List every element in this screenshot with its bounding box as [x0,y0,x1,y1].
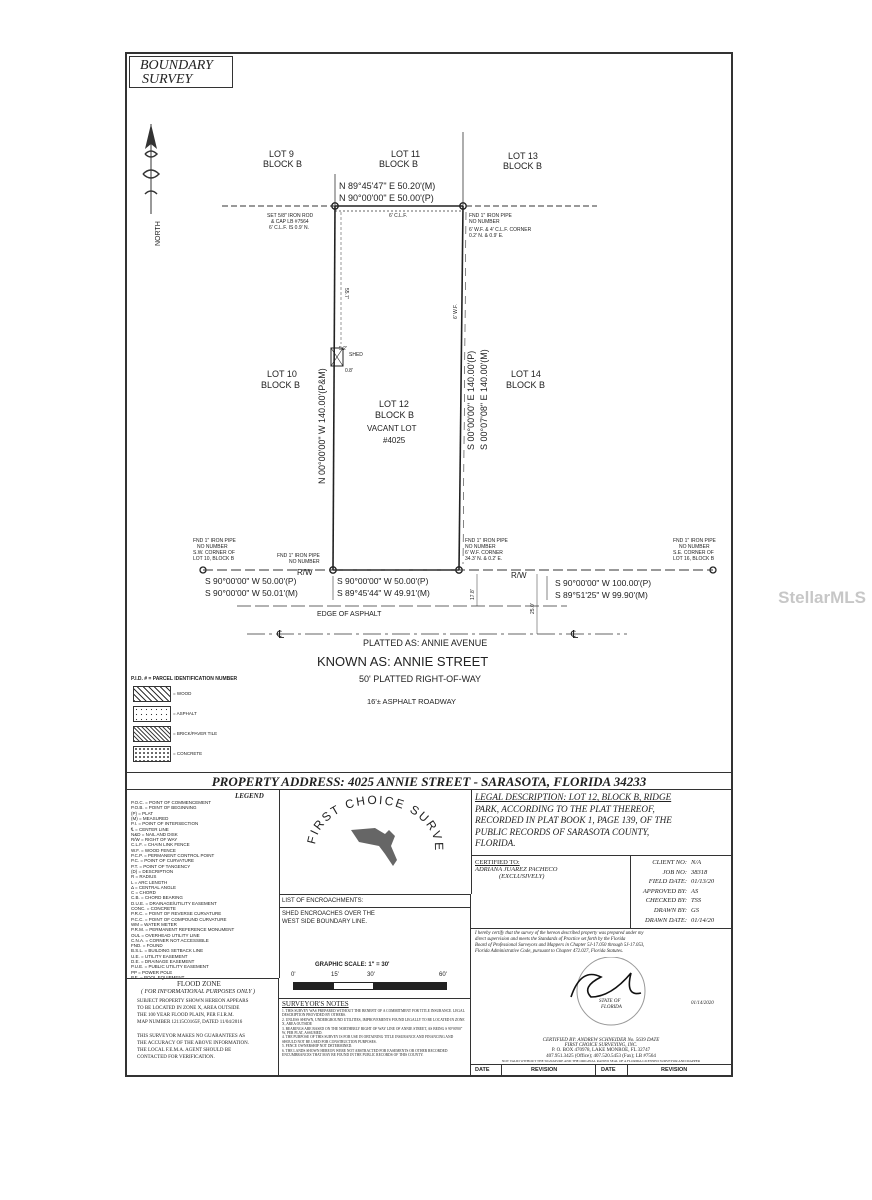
fnd-se2: NO NUMBER [465,544,496,550]
clf-label: 6' C.L.F. [389,213,408,219]
lot12-number: #4025 [383,436,406,445]
cb-line1: CERTIFIED BY: ANDREW SCHNEIDER No. 5639 DATE [542,1038,660,1043]
south-left-m: S 90°00'00" W 50.01'(M) [205,588,298,598]
job-info-value: 01/13/20 [691,878,715,886]
job-info-value: GS [691,907,699,914]
legend-row: PP = POWER POLE [131,969,173,975]
legend-row: L = ARC LENGTH [131,879,168,885]
abbrev-legend [127,790,280,978]
pid-note: P.I.D. # = PARCEL IDENTIFICATION NUMBER [131,676,238,682]
legend-row: P.O.C. = POINT OF COMMENCEMENT [131,800,211,805]
cert-line2: direct supervision and meets the Standards of Practice set forth by the Florida [475,937,626,942]
north-arrow-icon [143,124,162,246]
flood-line3: THE 100 YEAR FLOOD PLAIN, PER F.I.R.M. [137,1013,234,1018]
legend-row: CONC. = CONCRETE [131,906,176,911]
ne-note4: 0.2' N. & 0.9' E. [469,233,504,239]
lot10-block: BLOCK B [261,380,301,390]
shed-dim-52: 5.2' [339,346,347,352]
legal-line4: PUBLIC RECORDS OF SARASOTA COUNTY, [475,826,650,837]
legend-row: P.U.E. = PUBLIC UTILITY EASEMENT [131,964,209,970]
lot13-label: LOT 13 [508,151,538,161]
cert-line4: Florida Administrative Code, pursuant to Chapter 472.027, Florida Statutes. [475,949,624,954]
legal-line1: LEGAL DESCRIPTION: LOT 12, BLOCK B, RIDGE [475,792,672,802]
legal-line3: RECORDED IN PLAT BOOK 1, PAGE 139, OF THE [475,815,672,825]
legend-row: B.S.L. = BUILDING SETBACK LINE [131,948,204,954]
job-info-value: 38318 [691,868,708,876]
legend-row: P.C. = POINT OF CURVATURE [131,858,194,864]
lot13-block: BLOCK B [503,161,543,171]
encroachments-line2: WEST SIDE BOUNDARY LINE. [282,919,368,925]
concrete-swatch [133,746,171,762]
svg-text:FIRST CHOICE SURVEYING, INC. [279,790,446,852]
rev-date2: DATE [601,1067,616,1073]
legend-row: ℄ = CENTER LINE [131,826,169,832]
south-mid-m: S 89°45'44" W 49.91'(M) [337,588,430,598]
certified-by [471,1038,731,1064]
signature-seal-icon [471,957,723,1037]
flood-line8: CONTACTED FOR VERIFICATION. [137,1055,215,1060]
ne-note1: FND 1" IRON PIPE [469,213,512,219]
flood-line2: TO BE LOCATED IN ZONE X, AREA OUTSIDE [137,1006,240,1011]
job-info-value: N/A [691,859,702,866]
rev-date1: DATE [475,1067,490,1073]
fnd-right2: NO NUMBER [679,544,710,550]
survey-sheet [125,52,733,1077]
fnd-se4: 34.3' N. & 0.2' E. [465,556,503,562]
lot14-label: LOT 14 [511,369,541,379]
road-platted: PLATTED AS: ANNIE AVENUE [363,638,488,648]
lot12-label: LOT 12 [379,399,409,409]
fnd-left2: NO NUMBER [197,544,228,550]
legend-row: P.I. = POINT OF INTERSECTION [131,821,199,827]
wood-swatch [133,686,171,702]
ne-note3: 6' W.F. & 4' C.L.F. CORNER [469,227,532,233]
seal-state: STATE OF [599,999,621,1004]
lot10-label: LOT 10 [267,369,297,379]
east-bearing-p: S 00°00'00" E 140.00'(P) [466,350,476,450]
fnd-sw1: FND 1" IRON PIPE [277,553,320,559]
revision-table [471,1064,731,1075]
road-asphalt: 16'± ASPHALT ROADWAY [367,697,457,706]
certified-to [471,856,631,928]
legend-row: (D) = DESCRIPTION [131,868,174,874]
legend-row: P.R.M. = PERMANENT REFERENCE MONUMENT [131,927,235,933]
note-5: 5. FENCE OWNERSHIP NOT DETERMINED. [282,1044,353,1049]
legend-row: (P) = PLAT [131,810,154,816]
seal-florida: FLORIDA [601,1005,622,1010]
seal-date: 01/14/2020 [691,1001,714,1006]
legend-row: R = RADIUS [131,874,157,880]
south-left-p: S 90°00'00" W 50.00'(P) [205,576,297,586]
fnd-right3: S.E. CORNER OF [673,550,714,556]
note-4: 4. THE PURPOSE OF THIS SURVEY IS FOR USE IN OBTAINING TITLE INSURANCE AND FINANCING AND SHOULD NOT BE USED FOR CONSTRUCTION PURPOSES. [282,1035,454,1044]
flood-line4: MAP NUMBER 12115C0165F, DATED 11/04/2016 [137,1020,243,1025]
logo-text: FIRST CHOICE SURVE [304,792,447,853]
cb-line5: NOT VALID WITHOUT THE SIGNATURE AND THE ORIGINAL RAISED SEAL OF A FLORIDA LICENSED SURVEYOR AND MAPPER [501,1058,701,1063]
east-bearing-m: S 00°07'08" E 140.00'(M) [479,349,489,450]
property-address-bar [127,772,731,790]
wf-label: 6' W.F. [453,304,459,319]
job-info-row [631,917,731,926]
job-info-row [631,907,731,916]
note-3: 3. BEARINGS ARE BASED ON THE NORTHERLY RIGHT OF WAY LINE OF ANNIE STREET, AS BEING S 90°00'00" W, PER PLAT, ASSUMED. [282,1026,463,1036]
scale-60: 60' [439,972,447,978]
rw-right: R/W [511,571,527,580]
scale-30: 30' [367,972,375,978]
legend-row: D.E. = DRAINAGE EASEMENT [131,959,195,964]
brick-label: = BRICK/PAVER TILE [173,731,218,736]
job-info-value: 01/14/20 [691,916,715,924]
legend-row: C.L.F. = CHAIN LINK FENCE [131,842,190,848]
fnd-se1: FND 1" IRON PIPE [465,538,508,544]
legend-row: P.O.B. = POINT OF BEGINNING [131,805,197,811]
legend-row: P.T. = POINT OF TANGENCY [131,863,191,869]
centerline-left: ℄ [277,629,285,641]
job-info-value: TSS [691,897,702,905]
legend-row: FND. = FOUND [131,943,163,949]
scale-15: 15' [331,972,339,978]
job-info-row [631,878,731,887]
asphalt-label: = ASPHALT [173,711,197,716]
note-1: 1. THIS SURVEY WAS PREPARED WITHOUT THE BENEFIT OF A COMMITMENT FOR TITLE INSURANCE. LEGAL DESCRIPTION PROVIDED BY OTHERS. [282,1009,465,1018]
rev-rev1: REVISION [531,1067,558,1073]
dim-557: 55.7' [343,288,349,299]
nw-note3: 6' C.L.F. IS 0.9' N. [269,225,309,231]
legend-row: C.N.A. = CORNER NOT ACCESSIBLE [131,937,209,943]
shed-label: SHED [349,352,363,358]
fnd-se3: 6' W.F. CORNER [465,550,503,556]
legend-row: Δ = CENTRAL ANGLE [131,884,176,890]
south-right-p: S 90°00'00" W 100.00'(P) [555,578,652,588]
legend-row: R/W = RIGHT OF WAY [131,837,178,843]
legend-row: C.B. = CHORD BEARING [131,895,183,901]
legend-row: C = CHORD [131,890,156,896]
scale-title: GRAPHIC SCALE: 1" = 30' [315,962,390,968]
fnd-left4: LOT 10, BLOCK B [193,556,235,562]
rev-rev2: REVISION [661,1067,688,1073]
legend-row: OUL = OVERHEAD UTILITY LINE [131,932,200,938]
nw-note1: SET 5/8" IRON ROD [267,213,314,219]
ne-note2: NO NUMBER [469,219,500,225]
property-address: PROPERTY ADDRESS: 4025 ANNIE STREET - SARASOTA, FLORIDA 34233 [211,774,647,789]
legend-row: (M) = MEASURED [131,815,169,821]
job-info-label: APPROVED BY: [642,887,687,895]
lot9-block: BLOCK B [263,159,303,169]
wood-label: = WOOD [173,691,192,696]
job-info-label: CLIENT NO: [652,859,687,866]
job-info-label: CHECKED BY: [645,897,687,905]
concrete-label: = CONCRETE [173,751,203,756]
legend-row: W.F. = WOOD FENCE [131,847,176,853]
rw-left: R/W [297,568,313,577]
certified-title: CERTIFIED TO: [475,859,520,866]
south-mid-p: S 90°00'00" W 50.00'(P) [337,576,429,586]
legend-row: P.C.P. = PERMANENT CONTROL POINT [131,853,215,858]
north-label: NORTH [155,221,162,246]
cert-line1: I hereby certify that the survey of the hereon described property was prepared under my [475,931,644,936]
job-info-row [631,897,731,906]
title-line2: SURVEY [142,72,193,87]
west-bearing: N 00°00'00" W 140.00'(P&M) [317,368,327,484]
south-right-m: S 89°51'25" W 99.90'(M) [555,590,648,600]
lot11-block: BLOCK B [379,159,419,169]
certified-excl: (EXCLUSIVELY) [499,873,545,880]
watermark: StellarMLS [778,588,866,607]
lot11-label: LOT 11 [391,149,421,159]
job-info-label: DRAWN BY: [653,907,687,914]
legend-row: WM = WATER METER [131,921,177,927]
flood-line7: THE LOCAL F.E.M.A. AGENT SHOULD BE [137,1048,232,1053]
fnd-right1: FND 1" IRON PIPE [673,538,716,544]
legend-row: P.R.C. = POINT OF REVERSE CURVATURE [131,911,222,917]
legend-title: LEGEND [235,792,264,800]
nw-note2: & CAP LB #7564 [271,219,309,225]
north-bearing-p: N 90°00'00" E 50.00'(P) [339,193,434,203]
scale-0: 0' [291,972,296,978]
legal-description [471,790,731,856]
legal-line5: FLORIDA. [475,838,516,848]
dim-250: 25.0' [530,603,536,614]
flood-line6: THE ACCURACY OF THE ABOVE INFORMATION. [137,1041,249,1046]
job-info-row [631,859,731,868]
fnd-left1: FND 1" IRON PIPE [193,538,236,544]
job-info-row [631,869,731,878]
encroachments-line1: SHED ENCROACHES OVER THE [282,911,375,917]
job-info-value: AS [691,887,699,895]
dim-178: 17.8' [470,589,476,600]
cert-line3: Board of Professional Surveyors and Mappers in Chapter 5J-17.050 through 5J-17.053, [475,943,645,948]
flood-sub: ( FOR INFORMATIONAL PURPOSES ONLY ) [141,989,256,995]
flood-line1: SUBJECT PROPERTY SHOWN HEREON APPEARS [137,999,249,1004]
lot9-label: LOT 9 [269,149,294,159]
lot12-block: BLOCK B [375,410,415,420]
survey-plan [127,54,731,734]
brick-swatch [133,726,171,742]
surveyor-notes [279,998,471,1075]
road-row: 50' PLATTED RIGHT-OF-WAY [359,674,482,684]
cb-line4: 407.951.3425 (Office); 407.520.5453 (Fax); LB #7564 [546,1053,656,1059]
legend-row: N&D = NAIL AND DISK [131,831,178,837]
flood-title: FLOOD ZONE [177,980,221,988]
encroachments-box [279,894,471,960]
legend-row: P.E. = POOL EQUIPMENT [131,974,185,980]
lot12-vacant: VACANT LOT [367,424,417,433]
legal-line2: PARK, ACCORDING TO THE PLAT THEREOF, [475,803,655,814]
cb-line3: P. O. BOX 470978, LAKE MONROE, FL 32747 [551,1048,651,1054]
asphalt-swatch [133,706,171,722]
job-info-label: JOB NO: [662,868,687,876]
encroachments-title: LIST OF ENCROACHMENTS: [282,898,364,904]
company-logo-icon [279,790,471,894]
note-6: 6. THE LANDS SHOWN HEREON WERE NOT ABSTRACTED FOR EASEMENTS OR OTHER RECORDED ENCUMBRANCES THAT MAY BE FOUND IN THE PUBLIC RECORDS OF THIS COUNTY. [282,1048,448,1058]
material-legend [131,676,271,768]
certified-name: ADRIANA JUAREZ PACHECO [475,866,558,873]
flood-line5: THIS SURVEYOR MAKES NO GUARANTEES AS [137,1034,246,1039]
logo-area [279,790,472,894]
job-info [631,856,731,928]
centerline-right: ℄ [571,629,579,641]
fnd-left3: S.W. CORNER OF [193,550,235,556]
title-line1: BOUNDARY [140,58,213,73]
edge-asphalt: EDGE OF ASPHALT [317,611,382,618]
note-2: 2. UNLESS SHOWN, UNDERGROUND UTILITIES, IMPROVEMENTS FOUND LEGALLY TO BE LOCATED IN ZONE X, AREA OUTSIDE [282,1017,465,1027]
shed-dim-08: 0.8' [345,368,353,374]
certification-statement [471,928,731,1038]
fnd-sw2: NO NUMBER [289,559,320,565]
lot14-block: BLOCK B [506,380,546,390]
job-info-label: FIELD DATE: [648,878,687,886]
legend-row: D.U.E. = DRAINAGE/UTILITY EASEMENT [131,900,217,906]
cb-line2: FIRST CHOICE SURVEYING, INC. [564,1043,638,1049]
legend-row: U.E. = UTILITY EASEMENT [131,953,188,959]
notes-title: SURVEYOR'S NOTES [282,1000,349,1008]
legend-row: P.C.C. = POINT OF COMPOUND CURVATURE [131,916,227,922]
fnd-right4: LOT 16, BLOCK B [673,556,715,562]
flood-zone [127,978,279,1075]
job-info-label: DRAWN DATE: [645,916,687,924]
job-info-row [631,888,731,897]
north-bearing-m: N 89°45'47" E 50.20'(M) [339,181,436,191]
graphic-scale [279,960,471,998]
road-known: KNOWN AS: ANNIE STREET [317,654,489,669]
